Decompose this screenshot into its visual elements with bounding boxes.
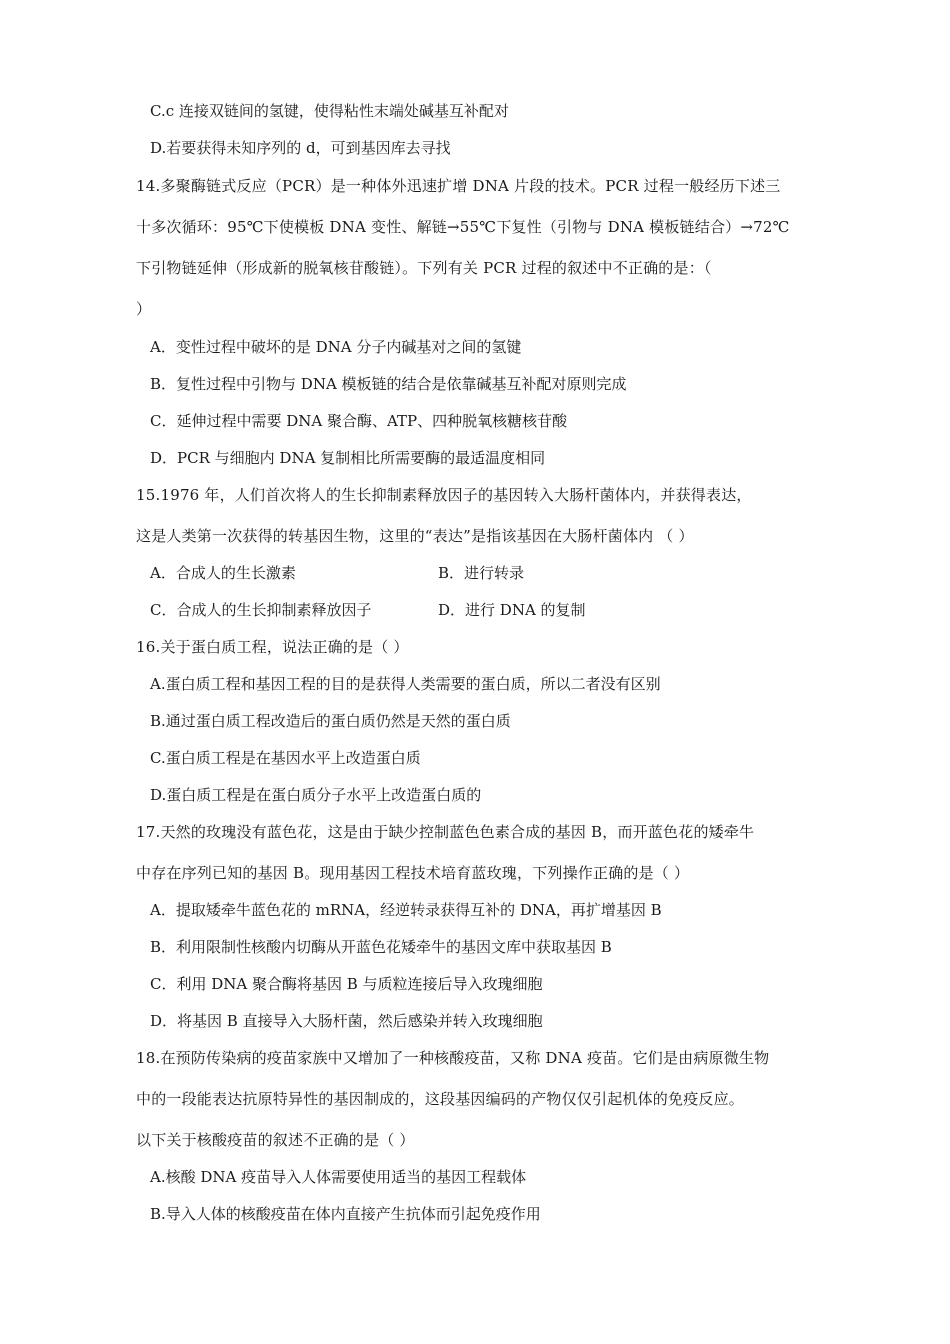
q18-stem-line-2: 中的一段能表达抗原特异性的基因制成的，这段基因编码的产物仅仅引起机体的免疫反应。 [136, 1090, 745, 1108]
q18-stem-line-1: 18.在预防传染病的疫苗家族中又增加了一种核酸疫苗，又称 DNA 疫苗。它们是由病原微生物 [136, 1049, 770, 1067]
q17-option-a: A．提取矮牵牛蓝色花的 mRNA，经逆转录获得互补的 DNA，再扩增基因 B [150, 901, 662, 919]
q14-stem-line-3: 下引物链延伸（形成新的脱氧核苷酸链）。下列有关 PCR 过程的叙述中不正确的是：（ [136, 259, 712, 277]
q17-option-d: D．将基因 B 直接导入大肠杆菌，然后感染并转入玫瑰细胞 [150, 1012, 543, 1030]
q18-option-b: B.导入人体的核酸疫苗在体内直接产生抗体而引起免疫作用 [150, 1205, 541, 1223]
q18-stem-line-3: 以下关于核酸疫苗的叙述不正确的是（ ） [136, 1131, 415, 1149]
q16-option-c: C.蛋白质工程是在基因水平上改造蛋白质 [150, 749, 421, 767]
q15-option-d: D．进行 DNA 的复制 [438, 601, 586, 619]
q14-option-d: D．PCR 与细胞内 DNA 复制相比所需要酶的最适温度相同 [150, 449, 546, 467]
q17-stem-line-2: 中存在序列已知的基因 B。现用基因工程技术培育蓝玫瑰，下列操作正确的是（ ） [136, 864, 690, 882]
q15-stem-line-1: 15.1976 年，人们首次将人的生长抑制素释放因子的基因转入大肠杆菌体内，并获得表达， [136, 486, 752, 504]
q15-option-c: C．合成人的生长抑制素释放因子 [150, 601, 372, 619]
q17-option-b: B．利用限制性核酸内切酶从开蓝色花矮牵牛的基因文库中获取基因 B [150, 938, 612, 956]
q14-option-a: A．变性过程中破坏的是 DNA 分子内碱基对之间的氢键 [150, 338, 522, 356]
q13-option-d: D.若要获得未知序列的 d，可到基因库去寻找 [150, 139, 451, 157]
q16-stem-line-1: 16.关于蛋白质工程，说法正确的是（ ） [136, 638, 409, 656]
q14-stem-line-2: 十多次循环：95℃下使模板 DNA 变性、解链→55℃下复性（引物与 DNA 模板链结合）→72℃ [136, 218, 790, 236]
q18-option-a: A.核酸 DNA 疫苗导入人体需要使用适当的基因工程载体 [150, 1168, 527, 1186]
q16-option-a: A.蛋白质工程和基因工程的目的是获得人类需要的蛋白质，所以二者没有区别 [150, 675, 661, 693]
q14-option-c: C．延伸过程中需要 DNA 聚合酶、ATP、四种脱氧核糖核苷酸 [150, 412, 568, 430]
q13-option-c: C.c 连接双链间的氢键，使得粘性末端处碱基互补配对 [150, 102, 509, 120]
q14-stem-line-1: 14.多聚酶链式反应（PCR）是一种体外迅速扩增 DNA 片段的技术。PCR 过程一般经历下述三 [136, 177, 781, 195]
q15-stem-line-2: 这是人类第一次获得的转基因生物，这里的“表达”是指该基因在大肠杆菌体内 （ ） [136, 527, 694, 545]
q15-option-a: A．合成人的生长激素 [150, 564, 296, 582]
q17-option-c: C．利用 DNA 聚合酶将基因 B 与质粒连接后导入玫瑰细胞 [150, 975, 543, 993]
q16-option-b: B.通过蛋白质工程改造后的蛋白质仍然是天然的蛋白质 [150, 712, 511, 730]
q17-stem-line-1: 17.天然的玫瑰没有蓝色花，这是由于缺少控制蓝色色素合成的基因 B，而开蓝色花的矮牵牛 [136, 823, 755, 841]
q16-option-d: D.蛋白质工程是在蛋白质分子水平上改造蛋白质的 [150, 786, 482, 804]
q15-option-b: B．进行转录 [438, 564, 525, 582]
q14-option-b: B．复性过程中引物与 DNA 模板链的结合是依靠碱基互补配对原则完成 [150, 375, 627, 393]
q14-stem-line-4: ） [136, 300, 152, 318]
